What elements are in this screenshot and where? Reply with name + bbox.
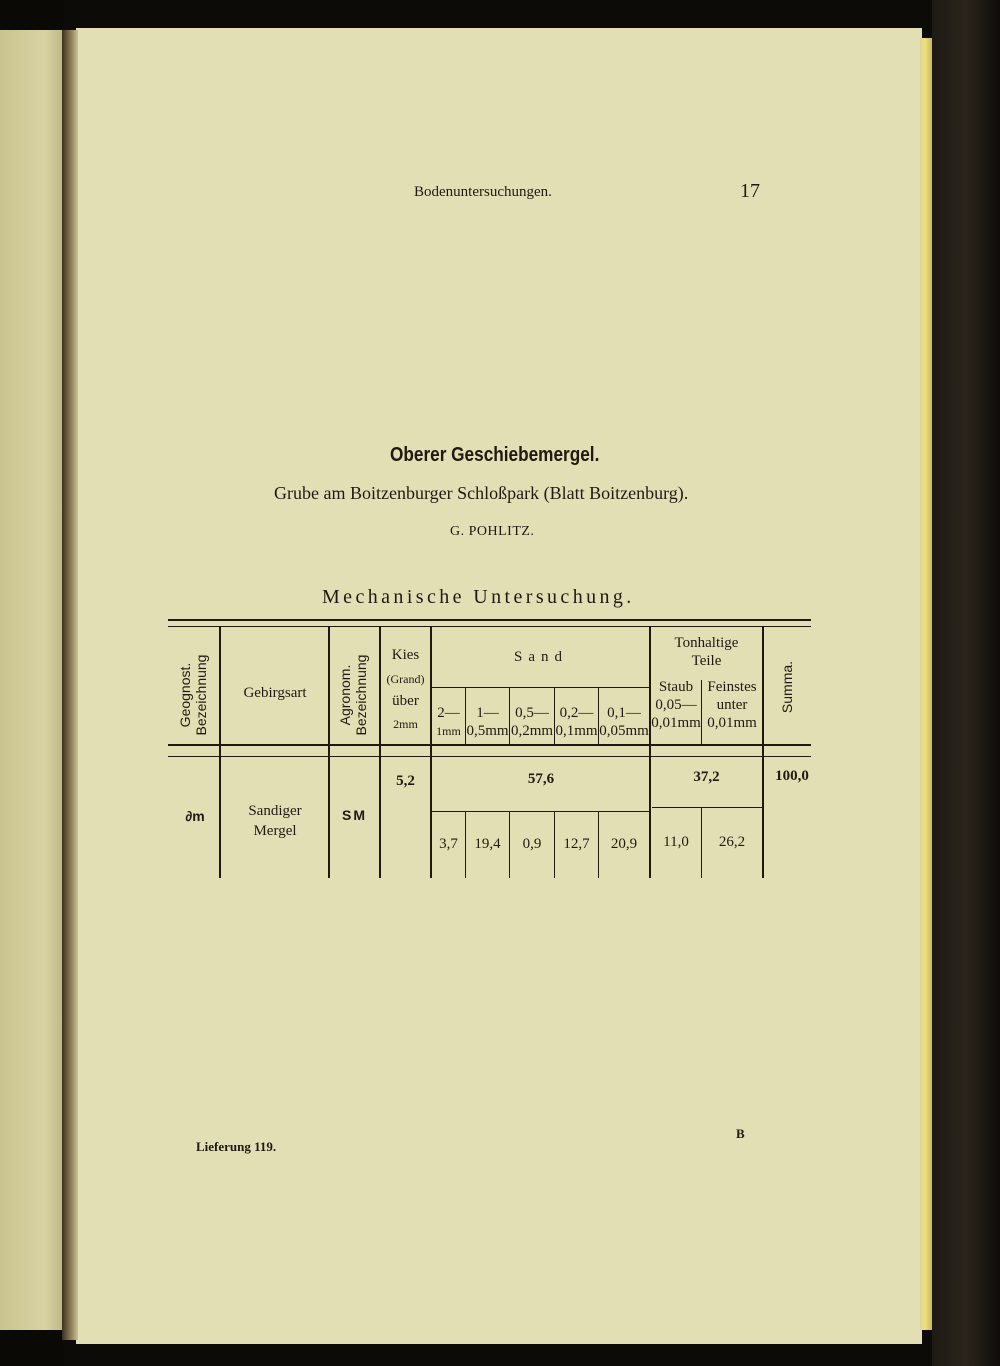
running-header: Bodenuntersuchungen. [414, 184, 552, 200]
cell-sand-02-01: 12,7 [563, 836, 590, 852]
header-gebirgsart: Gebirgsart [243, 685, 307, 701]
sand-body-rule [431, 811, 650, 812]
header-staub: Staub 0,05— 0,01mm [651, 679, 701, 731]
header-sand-02-01: 0,2— 0,1mm [555, 705, 598, 739]
header-bottom-rule [168, 744, 811, 746]
author: G. POHLITZ. [450, 524, 535, 539]
cell-staub: 11,0 [663, 834, 689, 850]
header-agronom: Agronom. Bezeichnung [337, 654, 369, 736]
header-geognost: Geognost. Bezeichnung [177, 654, 209, 736]
sand-sub-rule [431, 687, 650, 688]
header-tonhaltige: Tonhaltige Teile [674, 635, 739, 669]
cell-gebirgsart: Sandiger Mergel [248, 803, 302, 839]
subtitle: Grube am Boitzenburger Schloßpark (Blatt Boitzenburg). [274, 483, 689, 503]
cell-sand-total: 57,6 [527, 771, 555, 787]
cell-sand-2-1: 3,7 [439, 836, 458, 852]
cell-sand-01-005: 20,9 [610, 836, 638, 852]
col-rule [328, 626, 330, 878]
body-top-rule [168, 756, 811, 757]
book-binding [932, 0, 1000, 1366]
page-edges [920, 38, 932, 1330]
col-rule [762, 626, 764, 878]
cell-kies: 5,2 [396, 773, 415, 789]
header-feinstes: Feinstes unter 0,01mm [707, 679, 757, 731]
header-sand: Sand [514, 649, 568, 665]
footer-lieferung: Lieferung 119. [196, 1139, 277, 1154]
header-sand-2-1: 2— 1mm [436, 705, 461, 738]
section-heading: Mechanische Untersuchung. [322, 586, 635, 608]
col-rule [219, 626, 221, 878]
cell-agronom: SM [342, 807, 367, 823]
header-sand-1-05: 1— 0,5mm [466, 705, 509, 739]
page-gutter [62, 30, 78, 1340]
ton-body-rule [652, 807, 762, 808]
page-title: Oberer Geschiebemergel. [390, 444, 600, 466]
cell-geognost: ∂m [185, 808, 205, 824]
cell-feinstes: 26,2 [718, 834, 746, 850]
signature-mark: B [736, 1126, 745, 1141]
table-top-rule-2 [168, 626, 811, 627]
header-sand-01-005: 0,1— 0,05mm [599, 705, 649, 739]
header-summa: Summa. [779, 660, 795, 714]
table-top-rule [168, 619, 811, 621]
cell-sand-1-05: 19,4 [474, 836, 501, 852]
cell-sand-05-02: 0,9 [522, 836, 542, 852]
header-kies: Kies (Grand) über 2mm [386, 647, 425, 731]
cell-summa: 100,0 [775, 768, 809, 784]
page-number: 17 [740, 180, 760, 202]
header-sand-05-02: 0,5— 0,2mm [510, 705, 554, 739]
cell-ton-total: 37,2 [693, 769, 720, 785]
left-page-edge [0, 30, 64, 1330]
